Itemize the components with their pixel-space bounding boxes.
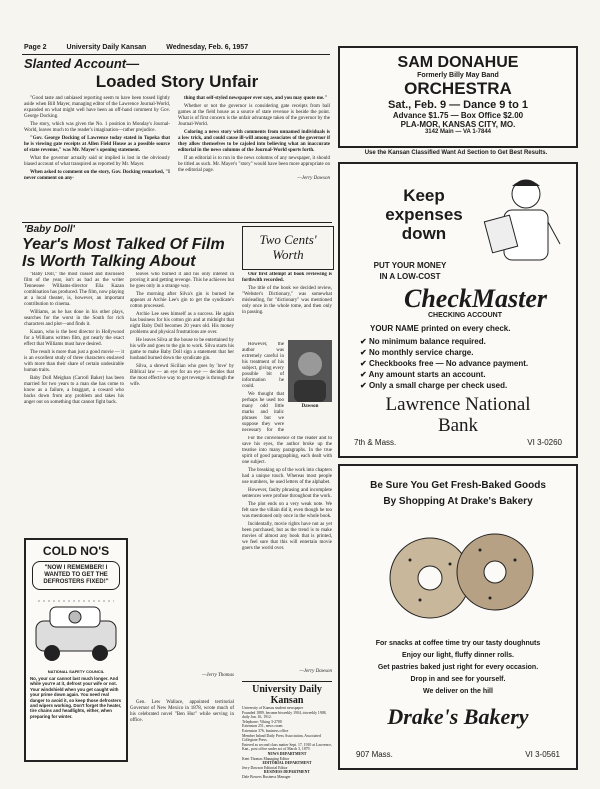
benefit-item: ✔ Checkbooks free — No advance payment. <box>360 359 529 368</box>
author-photo <box>288 340 332 402</box>
film-headline <box>22 236 240 270</box>
detail-line: Founded 1889, became biweekly 1904, triweekly 1908, daily Jan. 16, 1912. <box>242 710 327 720</box>
bakery-line: We deliver on the hill <box>423 688 493 695</box>
paragraph: The morning after Silva's gin is burned he appears at Archie Lee's gin to get the syndicate's cotton processed. <box>130 292 234 309</box>
bank-pitch <box>350 260 470 282</box>
masthead-rule <box>22 54 330 55</box>
paragraph: Whether or not the governor is considering gate receipts from ball games at the field house as a source of state revenue is beside the point. What is of first concern is the unfair advantage taken of the governor by the Journal-World. <box>178 104 330 127</box>
bank-name-line-2: Bank <box>437 415 479 436</box>
kansan-nameplate: University Daily Kansan <box>252 684 322 706</box>
paragraph: leaves who burned it and his only interest in proving it and getting revenge. This he achieves but he goes only in a strange way. <box>130 272 234 289</box>
review-col-top <box>242 272 332 340</box>
check-icon: ✔ <box>360 359 369 368</box>
film-signature: —Jerry Thomas <box>201 673 234 678</box>
editorial-col-1 <box>24 96 170 184</box>
check-icon: ✔ <box>360 337 369 346</box>
staff-role: Business Manager <box>262 774 291 779</box>
paragraph: The title of the book we decided review, "Webster's Dictionary," was somewhat misleading, for "dictionary" was mentioned only once in the whole tome, and then only in passing. <box>242 286 332 315</box>
staff-role: Managing Editor <box>263 756 290 761</box>
film-kicker: 'Baby Doll' <box>24 224 75 235</box>
pitch-line: PUT YOUR MONEY <box>373 261 447 270</box>
section-rule <box>22 222 332 223</box>
editorial-col-2 <box>178 96 330 182</box>
editorial-headline: Loaded Story Unfair <box>95 72 259 91</box>
detail-line: Telephone: Viking 3-2700 <box>242 719 282 724</box>
review-col-left <box>242 342 284 434</box>
check-icon: ✔ <box>360 370 369 379</box>
venue-address: 3142 Main — VA 1-7844 <box>424 129 492 135</box>
review-title-box <box>242 226 334 270</box>
detail-line: Extension 251, news room <box>242 724 283 729</box>
benefit-item: ✔ No monthly service charge. <box>360 348 474 357</box>
bank-benefits-list <box>360 336 528 391</box>
bakery-headline <box>340 478 576 510</box>
car-illustration <box>28 593 124 669</box>
staff-name: Jerry Dawson <box>242 765 263 770</box>
cold-nos-caption: No, your car cannot last much longer. And while you're at it, defrost your wife or not. Your windshield when you get caught with your prime down again. You need real danger to avoid it, so keep those defrosters and wipers working. Don't forget the heater, tire chains and headlights, either, when preparing for winter. <box>30 676 122 719</box>
review-title-line-2: Worth <box>272 247 304 262</box>
review-title-line-1: Two Cents' <box>259 232 317 247</box>
editorial-signature: —Jerry Dawson <box>297 176 330 181</box>
ticket-prices: Advance $1.75 — Box Office $2.00 <box>392 111 524 120</box>
photo-caption: Dawson <box>301 404 319 409</box>
speech-bubble: "NOW I REMEMBER! I WANTED TO GET THE DEFROSTERS FIXED!" <box>32 561 120 590</box>
benefit-item: ✔ Only a small charge per check used. <box>360 381 508 390</box>
paragraph: thing that self-styled newspaper ever says, and you may quote me." <box>184 96 328 101</box>
bakery-ad <box>338 464 578 770</box>
paragraph: Kazan, who is the best director in Hollywood for a Williams written film, got nearly the exact effect that Williams must have desired. <box>24 330 124 347</box>
paragraph: The plot ends on a very weak note. We felt sure the villain did it, even though he too was mentioned only once in the whole book. <box>242 502 332 519</box>
paragraph: "Baby Doll," the most cussed and discussed film of the year, isn't as bad as the writer Tennessee Williams-director Elia Kazan combination has produced. The film, now playing at a local theater, is, however, an important contribution to cinema. <box>24 272 124 307</box>
name-printed-line: YOUR NAME printed on every check. <box>370 324 511 333</box>
paragraph: Our first attempt at book reviewing is forthwith recorded. <box>242 272 332 283</box>
checking-account-label: CHECKING ACCOUNT <box>428 312 503 319</box>
staff-heading: NEWS DEPARTMENT <box>267 751 307 756</box>
film-headline-line-1: Year's Most Talked Of Film <box>22 236 225 253</box>
bakery-line: Get pastries baked just right for every occasion. <box>377 664 539 671</box>
doughnuts-illustration <box>370 520 550 630</box>
bakery-line: Drop in and see for yourself. <box>410 676 506 683</box>
detail-line: University of Kansas student newspaper <box>242 706 304 710</box>
paragraph: We thought that perhaps he used too many odd little marks and italic phrases but we suppose they were necessary for the <box>242 392 284 433</box>
stub-item <box>130 700 234 726</box>
cold-nos-ad <box>24 538 128 762</box>
paragraph: The result is more than just a good movie — it is an excellent study of three characters enslaved with more than their share of certain undesirable human traits. <box>24 350 124 373</box>
film-col-1 <box>24 272 124 534</box>
bank-address: 7th & Mass. <box>354 438 397 447</box>
bakery-headline-1: Be Sure You Get Fresh-Baked Goods <box>370 480 546 491</box>
staff-heading: EDITORIAL DEPARTMENT <box>262 761 312 766</box>
issue-date: Wednesday, Feb. 6, 1957 <box>166 44 249 51</box>
review-signature: —Jerry Dawson <box>299 669 332 674</box>
bank-ad <box>338 162 578 458</box>
benefit-item: ✔ Any amount starts an account. <box>360 370 486 379</box>
paragraph: However, faulty phrasing and incomplete sentences were profuse throughout the work. <box>242 488 332 499</box>
staff-name: Dale Bowers <box>242 774 262 779</box>
paragraph: Incidentally, movie rights have not as yet been purchased, but as the trend is to make movies of almost any book that is printed, we feel sure that this will entertain movie goers the world over. <box>242 522 332 551</box>
paragraph: Baby Doll Meighan (Carroll Baker) has been married for two years to a man she has come to know as a failure, a braggart, a coward who backs down from any problem and takes his anger out on something that cannot fight back. <box>24 376 124 405</box>
paragraph: If an editorial is to run in the news columns of any newspaper, it should be titled as such. Mr. Mayer's "story" would have been more appropriate on the editorial page. <box>178 156 330 173</box>
paragraph: Coloring a news story with comments from unnamed individuals is a low trick, and could cause ill-will among associates of the governor if they allow themselves to be cajoled into believing what an inaccurate editorial in the news columns of the Journal-World sports forth. <box>178 130 330 153</box>
bakery-line: Enjoy our light, fluffy dinner rolls. <box>402 652 514 659</box>
paragraph: Gen. Lew Wallace, appointed territorial Governor of New Mexico in 1878, wrote much of his celebrated novel "Ben Hur" while serving in office. <box>130 700 234 723</box>
editorial-kicker: Slanted Account— <box>24 56 140 71</box>
paragraph: However, the author was extremely careful in his treatment of his subject, giving every possible bit of information he could. <box>242 342 284 389</box>
man-with-book-illustration <box>482 172 564 272</box>
dance-date: Sat., Feb. 9 — Dance 9 to 1 <box>388 99 528 111</box>
headline-line: down <box>401 224 447 243</box>
orchestra-label: ORCHESTRA <box>404 79 512 98</box>
band-former: Formerly Billy May Band <box>417 72 499 79</box>
check-icon: ✔ <box>360 381 369 390</box>
detail-line: Entered as second class matter Sept. 17, 1910 at Lawrence, Kan., post office under act of March 3, 1879. <box>242 742 332 752</box>
staff-role: Editorial Editor <box>263 765 288 770</box>
paragraph: He leaves Silva at the house to be entertained by his wife and goes to the gin to work. Silva starts his game to make Baby Doll sign a statement that her husband burned down the syndicate gin. <box>130 338 234 361</box>
kansan-staff-box <box>242 681 332 779</box>
safety-credit: NATIONAL SAFETY COUNCIL <box>47 669 105 674</box>
paragraph: The breaking up of the work into chapters had a unique touch. Whereas most people use numbers, he used letters of the alphabet. <box>242 468 332 485</box>
paragraph: Silva, a shrewd Sicilian who goes by 'love' by Biblical law — an eye for an eye — decides that the most effective way to get revenge is through the wife. <box>130 364 234 387</box>
paragraph: When asked to comment on the story, Gov. Docking remarked, "I never comment on any- <box>24 170 170 181</box>
review-col-bottom <box>242 436 332 668</box>
staff-name: Kent Thomas <box>242 756 263 761</box>
paragraph: What the governor actually said or implied is lost in the obviously biased account of what transpired as reported by Mr. Mayer. <box>24 156 170 167</box>
bank-headline <box>376 186 472 243</box>
paragraph: For the convenience of the reader and to save his eyes, the author broke up the treatise into many paragraphs. In the true spirit of good paragraphing, each dealt with one subject. <box>242 436 332 465</box>
orchestra-ad <box>338 46 578 148</box>
paragraph: The story, which was given the No. 1 position in Monday's Journal-World, leaves much to the reader's imagination—rather prejudice. <box>24 122 170 133</box>
film-headline-line-2: Is Worth Talking About <box>22 253 196 270</box>
cold-nos-title: COLD NO'S <box>42 544 110 558</box>
checkmaster-logo: CheckMaster <box>404 284 547 313</box>
kansan-details <box>242 706 332 780</box>
detail-line: Member Inland Daily Press Association, Associated Collegiate Press. <box>242 733 321 743</box>
masthead <box>24 44 266 51</box>
band-leader: SAM DONAHUE <box>397 54 519 71</box>
portrait-image <box>288 340 332 402</box>
page-number: Page 2 <box>24 44 47 51</box>
detail-line: Extension 376, business office <box>242 728 289 733</box>
headline-line: Keep <box>403 186 445 205</box>
classified-promo: Use the Kansan Classified Want Ad Section to Get Best Results. <box>364 150 548 156</box>
paragraph: "Gov. George Docking of Lawrence today stated in Topeka that he is viewing gate receipts at Allen Field House as a possible source of state revenue," was Mr. Mayer's opening statement. <box>24 136 170 153</box>
benefit-item: ✔ No minimum balance required. <box>360 337 486 346</box>
film-col-2 <box>130 272 234 670</box>
bank-name-line-1: Lawrence National <box>385 394 531 415</box>
paragraph: Archie Lee sees himself as a success. He again has business for his cotton gin and at midnight that night Baby Doll becomes 20 years old. His money problems and physical frustrations are over. <box>130 312 234 335</box>
pitch-line: IN A LOW-COST <box>379 272 441 281</box>
paragraph: Williams, as he has done in his other plays, searches for the worst in the South for rich characters and plot—and finds it. <box>24 310 124 327</box>
check-icon: ✔ <box>360 348 369 357</box>
staff-row <box>242 775 332 780</box>
headline-line: expenses <box>385 205 463 224</box>
bank-name <box>340 394 576 436</box>
bakery-headline-2: By Shopping At Drake's Bakery <box>383 496 533 507</box>
paper-name: University Daily Kansan <box>66 44 147 51</box>
venue: PLA-MOR, KANSAS CITY, MO. <box>400 120 516 129</box>
staff-heading: BUSINESS DEPARTMENT <box>264 770 310 775</box>
bakery-phone: VI 3-0561 <box>525 750 560 759</box>
bank-phone: VI 3-0260 <box>527 438 562 447</box>
bakery-line: For snacks at coffee time try our tasty doughnuts <box>375 640 541 647</box>
drakes-bakery-logo: Drake's Bakery <box>387 704 529 729</box>
bakery-address: 907 Mass. <box>356 750 393 759</box>
bakery-copy <box>340 638 576 698</box>
paragraph: "Good taste and unbiased reporting seem to have been tossed lightly aside when Bill Mayer, managing editor of the Lawrence Journal-World, expanded on what might well have been an off-hand comment by Gov. George Docking. <box>24 96 170 119</box>
